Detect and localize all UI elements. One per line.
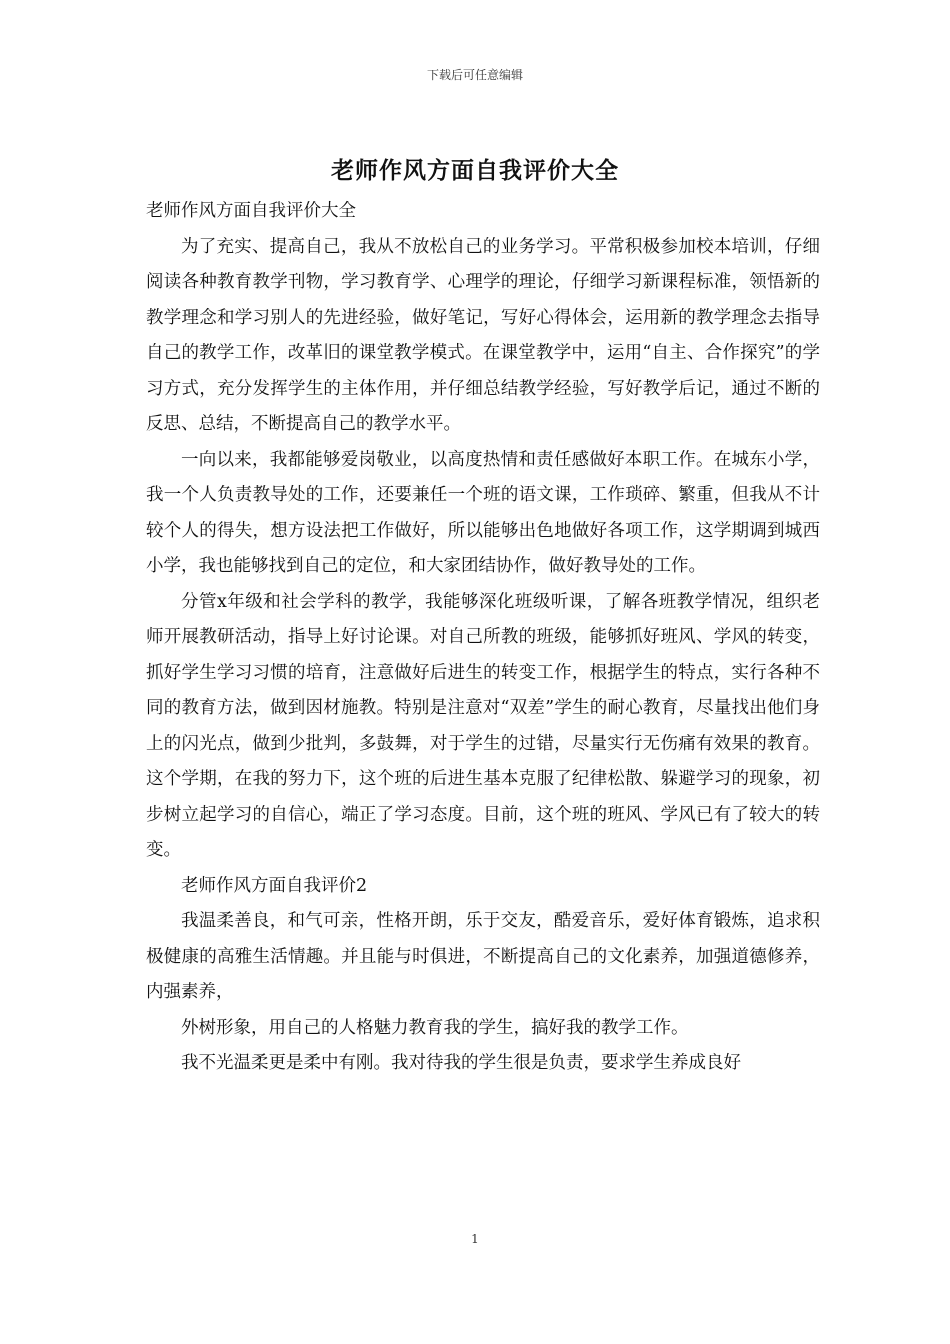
section-2-paragraph-3: 我不光温柔更是柔中有刚。我对待我的学生很是负责，要求学生养成良好 — [181, 1053, 741, 1073]
paragraph-3: 分管x年级和社会学科的教学，我能够深化班级听课，了解各班教学情况，组织老师开展教研活动，指导上好讨论课。对自己所教的班级，能够抓好班风、学风的转变，抓好学生学习习惯的培育，注意做好后进生的转变工作，根据学生的特点，实行各种不同的教育方法，做到因材施教。特别是注意对“双差”学生的耐心教育，尽量找出他们身上的闪光点，做到少批判，多鼓舞，对于学生的过错，尽量实行无伤痛有效果的教育。这个学期，在我的努力下，这个班的后进生基本克服了纪律松散、躲避学习的现象，初步树立起学习的自信心，端正了学习态度。目前，这个班的班风、学风已有了较大的转变。 — [146, 591, 820, 860]
document-body — [146, 194, 820, 1082]
section-2-paragraph-1: 我温柔善良，和气可亲，性格开朗，乐于交友，酷爱音乐，爱好体育锻炼，追求积极健康的高雅生活情趣。并且能与时俱进，不断提高自己的文化素养，加强道德修养，内强素养， — [146, 911, 820, 1002]
page-number: 1 — [471, 1232, 479, 1246]
document-title: 老师作风方面自我评价大全 — [331, 157, 619, 184]
document-subtitle: 老师作风方面自我评价大全 — [146, 201, 356, 221]
header-note: 下载后可任意编辑 — [426, 68, 523, 82]
section-2-title: 老师作风方面自我评价2 — [181, 875, 368, 896]
section-2-paragraph-2: 外树形象，用自己的人格魅力教育我的学生，搞好我的教学工作。 — [181, 1017, 689, 1038]
paragraph-2: 一向以来，我都能够爱岗敬业，以高度热情和责任感做好本职工作。在城东小学，我一个人负责教导处的工作，还要兼任一个班的语文课，工作琐碎、繁重，但我从不计较个人的得失，想方设法把工作做好，所以能够出色地做好各项工作，这学期调到城西小学，我也能够找到自己的定位，和大家团结协作，做好教导处的工作。 — [146, 449, 820, 576]
paragraph-1: 为了充实、提高自己，我从不放松自己的业务学习。平常积极参加校本培训，仔细阅读各种教育教学刊物，学习教育学、心理学的理论，仔细学习新课程标准，领悟新的教学理念和学习别人的先进经验，做好笔记，写好心得体会，运用新的教学理念去指导自己的教学工作，改革旧的课堂教学模式。在课堂教学中，运用“自主、合作探究”的学习方式，充分发挥学生的主体作用，并仔细总结教学经验，写好教学后记，通过不断的反思、总结，不断提高自己的教学水平。 — [146, 236, 820, 434]
